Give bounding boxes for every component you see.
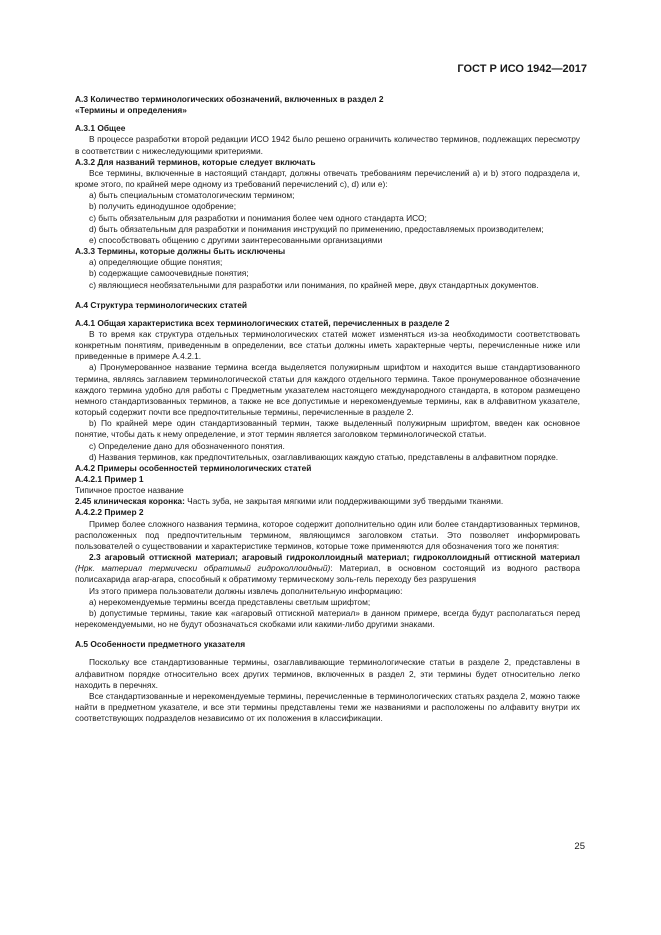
paragraph: Все термины, включенные в настоящий стандарт, должны отвечать требованиям перечислений а) и b) этого подраздела и, кроме этого, по крайней мере одному из требований перечислений с), d) или е):: [75, 167, 580, 190]
page-number: 25: [574, 841, 585, 852]
list-item: b) получить единодушное одобрение;: [89, 201, 237, 212]
term-entry: [75, 496, 580, 507]
subsection-a41-title: А.4.1 Общая характеристика всех терминологических статей, перечисленных в разделе 2: [75, 317, 450, 328]
term-entry: [75, 552, 580, 585]
term-definition: : Материал, в основном состоящий из водного раствора полисахарида агар-агара, способный к обратимому термическому золь-гель переходу без разрушения: [75, 563, 580, 585]
list-item: а) определяющие общие понятия;: [89, 257, 223, 268]
list-item: е) способствовать общению с другими заинтересованными организациями: [89, 234, 383, 245]
term-definition: Часть зуба, не закрытая мягкими или поддерживающими зуб твердыми тканями.: [184, 496, 504, 507]
list-item: с) быть обязательным для разработки и понимания более чем одного стандарта ИСО;: [89, 212, 427, 223]
page-content: [75, 94, 580, 724]
section-a5-title: А.5 Особенности предметного указателя: [75, 639, 246, 650]
subsection-a33-title: А.3.3 Термины, которые должны быть исключены: [75, 246, 286, 257]
section-a4-title: А.4 Структура терминологических статей: [75, 299, 248, 310]
subsection-a32-title: А.3.2 Для названий терминов, которые следует включать: [75, 156, 316, 167]
list-item: а) нерекомендуемые термины всегда представлены светлым шрифтом;: [89, 596, 371, 607]
section-a3-title: А.3 Количество терминологических обозначений, включенных в раздел 2: [75, 94, 384, 104]
paragraph: В процессе разработки второй редакции ИСО 1942 было решено ограничить количество терминов, подлежащих пересмотру в соответствии с нижеследующими критериями.: [75, 134, 580, 156]
subsection-a42-title: А.4.2 Примеры особенностей терминологических статей: [75, 462, 312, 473]
list-item: с) Определение дано для обозначенного понятия.: [89, 440, 285, 451]
list-item: b) содержащие самоочевидные понятия;: [89, 268, 249, 279]
subsection-a422-title: А.4.2.2 Пример 2: [75, 507, 144, 518]
list-item: b) допустимые термины, такие как «агаровый оттискной материал» в данном примере, всегда будут располагаться перед нерекомендуемыми, но не будут обозначаться скобками или какими-либо другими знаками.: [75, 607, 580, 630]
subsection-a421-title: А.4.2.1 Пример 1: [75, 474, 144, 484]
paragraph: Поскольку все стандартизованные термины, озаглавливающие терминологические статьи в разделе 2, представлены в алфавитном порядке относительно всех других терминов, включенных в раздел 2, эти термины будет относительно легко находить в перечнях.: [75, 657, 580, 690]
term-title: 2.45 клиническая коронка:: [75, 496, 185, 507]
list-item: а) быть специальным стоматологическим термином;: [89, 190, 295, 201]
paragraph: Типичное простое название: [75, 485, 184, 496]
deprecated-term: (Нрк. материал термически обратимый гидроколлоидный): [75, 563, 331, 574]
section-a3-title-cont: «Термины и определения»: [75, 105, 187, 116]
paragraph: Из этого примера пользователи должны извлечь дополнительную информацию:: [89, 585, 403, 596]
subsection-a31-title: А.3.1 Общее: [75, 123, 126, 134]
paragraph: Пример более сложного названия термина, которое содержит дополнительно один или более стандартизованных терминов, расположенных под предпочтительным термином, являющимся заголовком статьи. Это позволяет информировать пользователей о существовании и характеристике терминов, которые тоже применяются для обозначения того же понятия:: [75, 518, 580, 551]
term-title: 2.3 агаровый оттискной материал; агаровый гидроколлоидный материал; гидроколлоидный оттискной материал: [89, 552, 580, 563]
list-item: b) По крайней мере один стандартизованный термин, также выделенный полужирным шрифтом, введен как основное понятие, чтобы дать к нему определение, и этот термин является заголовком терминологической статьи.: [75, 418, 580, 440]
list-item: d) быть обязательным для разработки и понимания инструкций по применению, предоставляемых производителем;: [89, 223, 544, 234]
list-item: с) являющиеся необязательными для разработки или понимания, по крайней мере, двух стандартных документов.: [89, 279, 539, 290]
list-item: а) Пронумерованное название термина всегда выделяется полужирным шрифтом и находится выше стандартизованного термина, являясь заглавием терминологической статьи для каждого отдельного термина. Такое пронумерованное обозначение каждого термина удобно для работы с Предметным указателем настоящего международного стандарта, в котором размещено немного стандартизованных терминов, а также не все допустимые и нерекомендуемые термины, как в алфавитном указателе, который содержит почти все предпочтительные термины, перечисленные в разделе 2.: [75, 362, 580, 418]
list-item: d) Названия терминов, как предпочтительных, озаглавливающих каждую статью, представлены в алфавитном порядке.: [89, 451, 559, 462]
document-header: ГОСТ Р ИСО 1942—2017: [457, 63, 587, 75]
paragraph: В то время как структура отдельных терминологических статей может изменяться из-за необходимости соответствовать конкретным понятиям, приведенным в определении, все статьи должны иметь характерные черты, перечисленные ниже или приведенные в примере А.4.2.1.: [75, 328, 580, 362]
paragraph: Все стандартизованные и нерекомендуемые термины, перечисленные в терминологических статьях раздела 2, можно также найти в предметном указателе, и все эти термины представлены теми же названиями и расположены по алфавиту внутри их соответствующих подразделов независимо от их положения в классификации.: [75, 690, 580, 724]
